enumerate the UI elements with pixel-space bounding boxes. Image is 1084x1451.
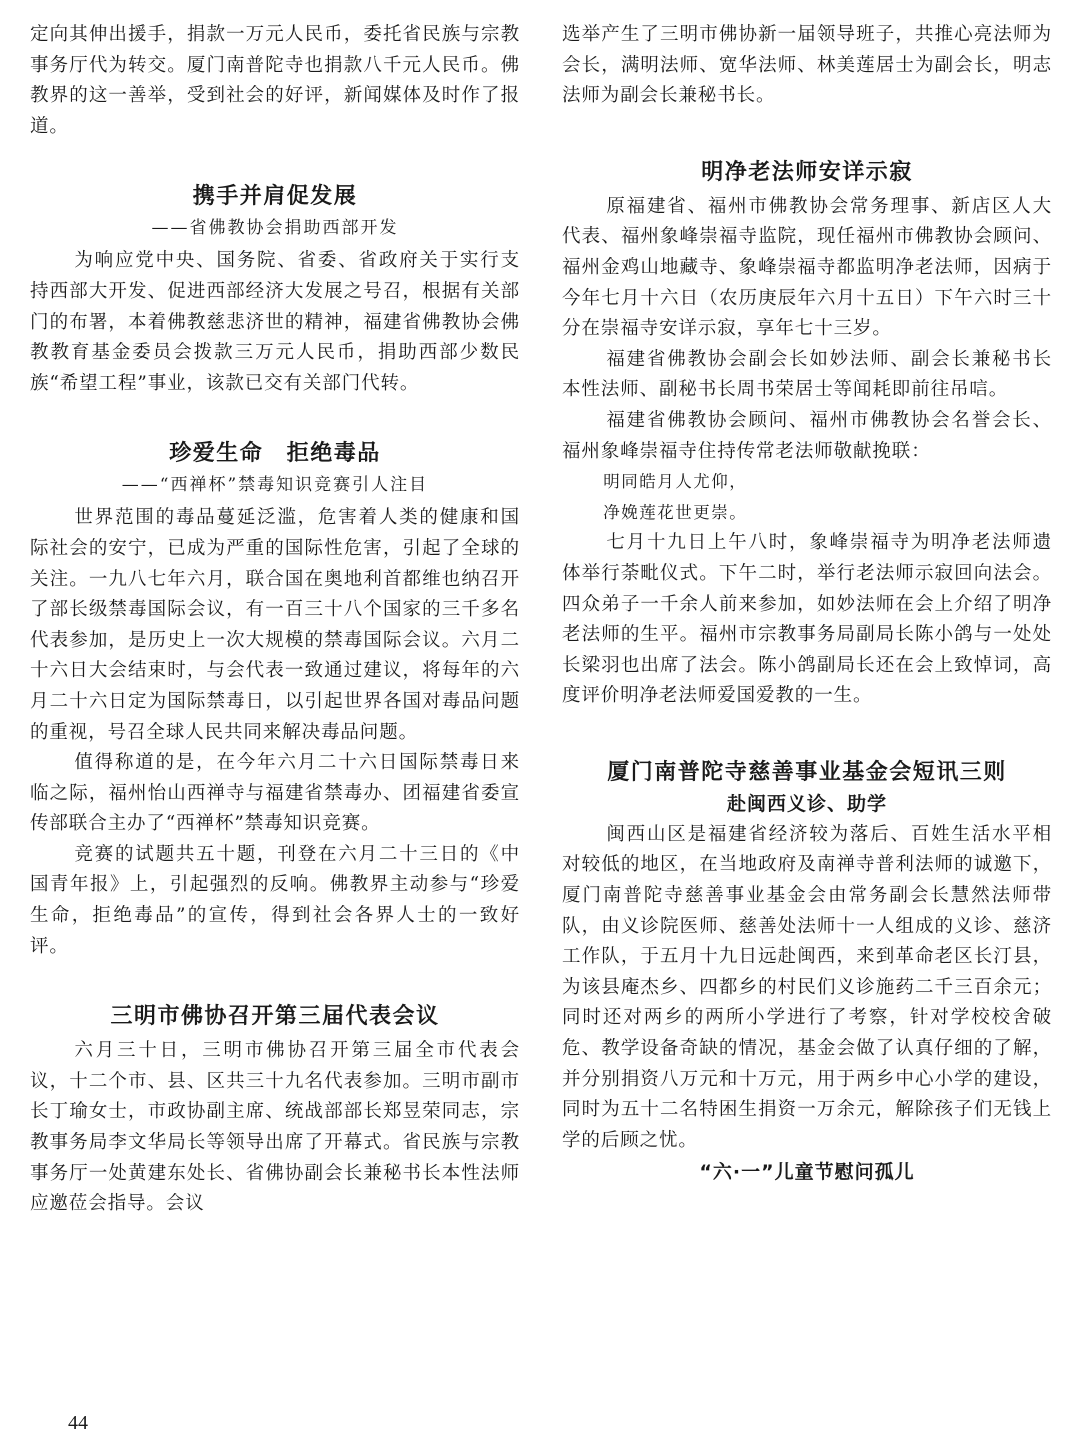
article-subtitle-anti-drug: ——“西禅杯”禁毒知识竞赛引人注目 <box>121 475 429 496</box>
article-title-anti-drug: 珍爱生命 拒绝毒品 <box>169 441 381 467</box>
article-subtitle-west-development: ——省佛教协会捐助西部开发 <box>151 218 399 239</box>
continued-paragraph: 选举产生了三明市佛协新一届领导班子，共推心亮法师为会长，满明法师、宽华法师、林美莲居士为副会长，明志法师为副会长兼秘书长。 <box>562 24 1052 107</box>
section-title-minxi-clinic: 赴闽西义诊、助学 <box>726 792 887 815</box>
article-title-mingjing: 明净老法师安详示寂 <box>701 159 913 185</box>
intro-paragraph: 定向其伸出援手，捐款一万元人民币，委托省民族与宗教事务厅代为转交。厦门南普陀寺也捐款八千元人民币。佛教界的这一善举，受到社会的好评，新闻媒体及时作了报道。 <box>30 24 520 137</box>
left-column <box>30 20 520 1220</box>
article-paragraph: 七月十九日上午八时，象峰崇福寺为明净老法师遗体举行荼毗仪式。下午二时，举行老法师示寂回向法会。四众弟子一千余人前来参加，如妙法师在会上介绍了明净老法师的生平。福州市宗教事务局副局长陈小鸽与一处处长梁羽也出席了法会。陈小鸽副局长还在会上致悼词，高度评价明净老法师爱国爱教的一生。 <box>562 532 1052 707</box>
article-title-nanputuo-news: 厦门南普陀寺慈善事业基金会短讯三则 <box>607 759 1007 785</box>
article-paragraph: 世界范围的毒品蔓延泛滥，危害着人类的健康和国际社会的安宁，已成为严重的国际性危害，引起了全球的关注。一九八七年六月，联合国在奥地利首都维也纳召开了部长级禁毒国际会议，有一百三十八个国家的三千多名代表参加，是历史上一次大规模的禁毒国际会议。六月二十六日大会结束时，与会代表一致通过建议，将每年的六月二十六日定为国际禁毒日，以引起世界各国对毒品问题的重视，号召全球人民共同来解决毒品问题。 <box>30 507 520 743</box>
right-column <box>562 20 1052 1186</box>
article-title-sanming-meeting: 三明市佛协召开第三届代表会议 <box>110 1004 440 1030</box>
section-title-childrens-day: “六·一”儿童节慰问孤儿 <box>699 1161 915 1184</box>
couplet-line: 明同皓月人尤仰， <box>603 472 748 492</box>
article-paragraph: 闽西山区是福建省经济较为落后、百姓生活水平相对较低的地区，在当地政府及南禅寺普利法师的诚邀下，厦门南普陀寺慈善事业基金会由常务副会长慧然法师带队，由义诊院医师、慈善处法师十一人组成的义诊、慈济工作队，于五月十九日远赴闽西，来到革命老区长汀县，为该县庵杰乡、四都乡的村民们义诊施药二千三百余元；同时还对两乡的两所小学进行了考察，针对学校校舍破危、教学设备奇缺的情况，基金会做了认真仔细的了解，并分别捐资八万元和十万元，用于两乡中心小学的建设，同时为五十二名特困生捐资一万余元，解除孩子们无钱上学的后顾之忧。 <box>562 823 1052 1151</box>
article-title-west-development: 携手并肩促发展 <box>192 184 358 210</box>
article-paragraph: 原福建省、福州市佛教协会常务理事、新店区人大代表、福州象峰崇福寺监院，现任福州市佛教协会顾问、福州金鸡山地藏寺、象峰崇福寺都监明净老法师，因病于今年七月十六日（农历庚辰年六月十五日）下午六时三十分在崇福寺安详示寂，享年七十三岁。 <box>562 195 1052 340</box>
article-paragraph: 值得称道的是，在今年六月二十六日国际禁毒日来临之际，福州怡山西禅寺与福建省禁毒办、团福建省委宣传部联合主办了“西禅杯”禁毒知识竞赛。 <box>30 752 520 835</box>
article-paragraph: 福建省佛教协会副会长如妙法师、副会长兼秘书长本性法师、副秘书长周书荣居士等闻耗即前往吊唁。 <box>562 348 1052 401</box>
article-paragraph: 福建省佛教协会顾问、福州市佛教协会名誉会长、福州象峰崇福寺住持传常老法师敬献挽联： <box>562 409 1052 462</box>
article-paragraph: 为响应党中央、国务院、省委、省政府关于实行支持西部大开发、促进西部经济大发展之号召，根据有关部门的布署，本着佛教慈悲济世的精神，福建省佛教协会佛教教育基金委员会拨款三万元人民币，捐助西部少数民族“希望工程”事业，该款已交有关部门代转。 <box>30 250 520 394</box>
article-paragraph: 竞赛的试题共五十题，刊登在六月二十三日的《中国青年报》上，引起强烈的反响。佛教界主动参与“珍爱生命，拒绝毒品”的宣传，得到社会各界人士的一致好评。 <box>30 843 520 957</box>
couplet-line: 净娩莲花世更崇。 <box>603 502 748 522</box>
page-number: 44 <box>68 1412 88 1434</box>
article-paragraph: 六月三十日，三明市佛协召开第三届全市代表会议，十二个市、县、区共三十九名代表参加。三明市副市长丁瑜女士，市政协副主席、统战部部长郑昱荣同志，宗教事务局李文华局长等领导出席了开幕式。省民族与宗教事务厅一处黄建东处长、省佛协副会长兼秘书长本性法师应邀莅会指导。会议 <box>30 1040 520 1215</box>
